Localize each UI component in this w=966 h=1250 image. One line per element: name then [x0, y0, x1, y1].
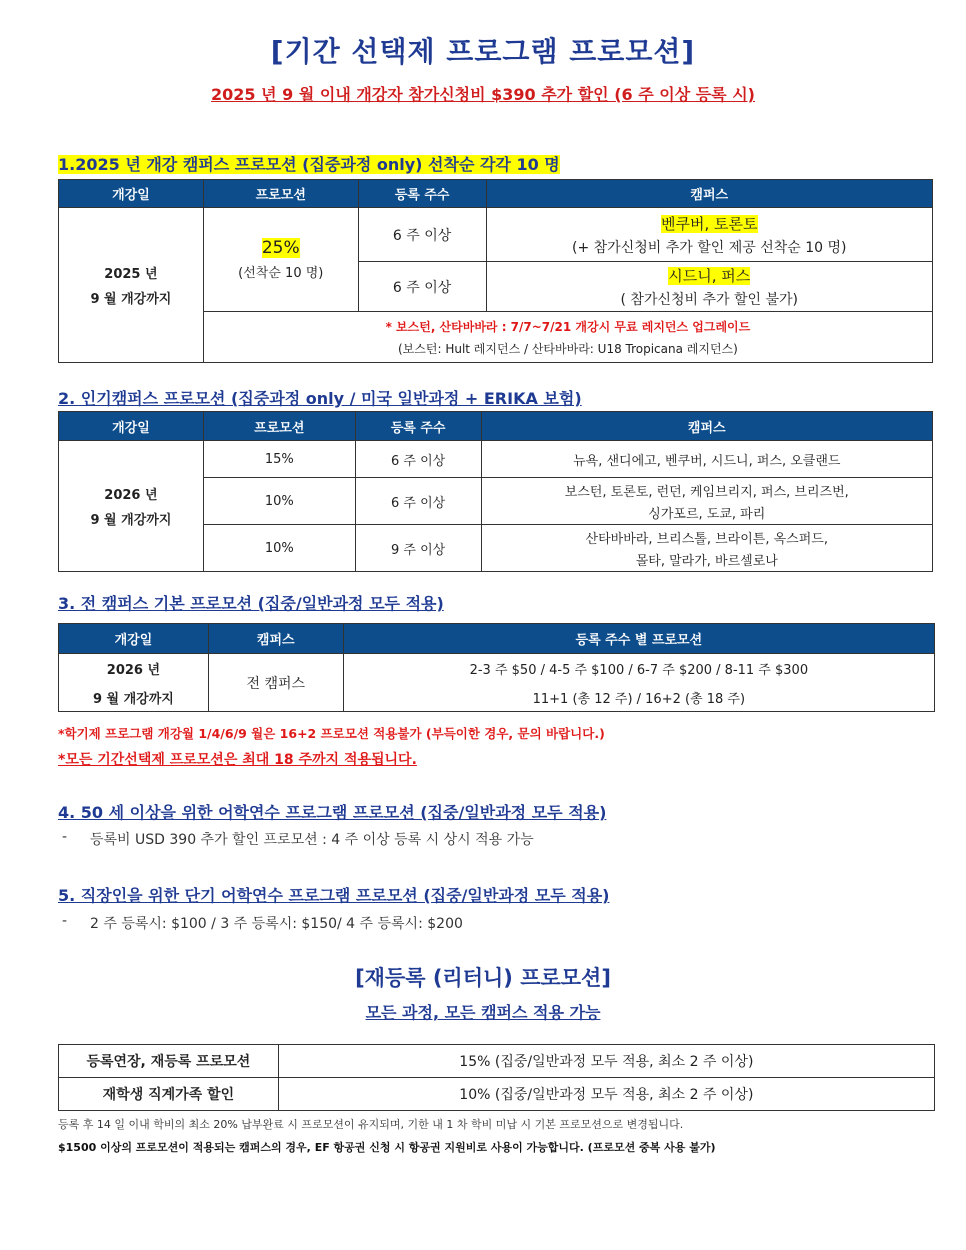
section1-table [58, 179, 933, 363]
section2-table [58, 411, 933, 572]
promo-cell: 10% [203, 525, 355, 572]
bullet-dash: - [62, 829, 68, 845]
promo-cell: 25% (선착순 10 명) [203, 208, 358, 312]
col-header: 개강일 [59, 412, 204, 441]
footnote-payment: 등록 후 14 일 이내 학비의 최소 20% 납부완료 시 프로모션이 유지되며, 기한 내 1 차 학비 미납 시 기본 프로모션으로 변경됩니다. [58, 1118, 684, 1131]
promo-cell: 10% [203, 478, 355, 525]
weeks-cell: 6 주 이상 [355, 478, 481, 525]
footnote-airfare: $1500 이상의 프로모션이 적용되는 캠퍼스의 경우, EF 항공권 신청 시 항공권 지원비로 사용이 가능합니다. (프로모션 중복 사용 불가) [58, 1141, 716, 1154]
col-header: 등록 주수 [355, 412, 481, 441]
section4-heading: 4. 50 세 이상을 위한 어학연수 프로그램 프로모션 (집중/일반과정 모두 적용) [58, 803, 607, 822]
returning-label: 등록연장, 재등록 프로모션 [59, 1045, 279, 1078]
campus-cell: 시드니, 퍼스 ( 참가신청비 추가 할인 불가) [486, 262, 932, 312]
bullet-dash: - [62, 913, 68, 929]
campus-cell: 벤쿠버, 토론토 (+ 참가신청비 추가 할인 제공 선착순 10 명) [486, 208, 932, 262]
start-date-cell: 2026 년 9 월 개강까지 [59, 654, 209, 712]
weeks-cell: 6 주 이상 [358, 262, 486, 312]
note-max-weeks: *모든 기간선택제 프로모션은 최대 18 주까지 적용됩니다. [58, 752, 417, 768]
section3-table [58, 623, 935, 712]
returning-value: 15% (집중/일반과정 모두 적용, 최소 2 주 이상) [278, 1045, 934, 1078]
weeks-cell: 9 주 이상 [355, 525, 481, 572]
col-header: 등록 주수 별 프로모션 [343, 624, 934, 654]
start-date-cell: 2025 년 9 월 개강까지 [59, 208, 204, 363]
col-header: 개강일 [59, 180, 204, 208]
weeks-cell: 6 주 이상 [355, 441, 481, 478]
col-header: 개강일 [59, 624, 209, 654]
promo-cell: 2-3 주 $50 / 4-5 주 $100 / 6-7 주 $200 / 8-11 주 $300 11+1 (총 12 주) / 16+2 (총 18 주) [343, 654, 934, 712]
returning-label: 재학생 직계가족 할인 [59, 1078, 279, 1111]
col-header: 프로모션 [203, 412, 355, 441]
start-date-cell: 2026 년 9 월 개강까지 [59, 441, 204, 572]
campus-cell: 전 캠퍼스 [208, 654, 343, 712]
campus-cell: 산타바바라, 브리스톨, 브라이튼, 옥스퍼드, 몰타, 말라가, 바르셀로나 [481, 525, 932, 572]
section5-bullet: 2 주 등록시: $100 / 3 주 등록시: $150/ 4 주 등록시: $200 [90, 916, 463, 932]
weeks-cell: 6 주 이상 [358, 208, 486, 262]
col-header: 캠퍼스 [208, 624, 343, 654]
page-subtitle: 2025 년 9 월 이내 개강자 참가신청비 $390 추가 할인 (6 주 이상 등록 시) [211, 85, 755, 104]
col-header: 프로모션 [203, 180, 358, 208]
promo-cell: 15% [203, 441, 355, 478]
note-semester: *학기제 프로그램 개강월 1/4/6/9 월은 16+2 프로모션 적용불가 (부득이한 경우, 문의 바랍니다.) [58, 726, 605, 741]
col-header: 캠퍼스 [486, 180, 932, 208]
section4-bullet: 등록비 USD 390 추가 할인 프로모션 : 4 주 이상 등록 시 상시 적용 가능 [90, 832, 534, 848]
section5-heading: 5. 직장인을 위한 단기 어학연수 프로그램 프로모션 (집중/일반과정 모두 적용) [58, 886, 610, 905]
section3-heading: 3. 전 캠퍼스 기본 프로모션 (집중/일반과정 모두 적용) [58, 594, 444, 613]
col-header: 캠퍼스 [481, 412, 932, 441]
page-title: [기간 선택제 프로그램 프로모션] [270, 35, 696, 68]
section1-heading: 1.2025 년 개강 캠퍼스 프로모션 (집중과정 only) 선착순 각각 10 명 [58, 155, 560, 174]
col-header: 등록 주수 [358, 180, 486, 208]
returning-table [58, 1044, 935, 1111]
returning-title: [재등록 (리터니) 프로모션] [355, 966, 611, 990]
section2-heading: 2. 인기캠퍼스 프로모션 (집중과정 only / 미국 일반과정 + ERIKA 보험) [58, 389, 582, 408]
returning-subtitle: 모든 과정, 모든 캠퍼스 적용 가능 [365, 1003, 601, 1022]
extra-note-cell: * 보스턴, 산타바바라 : 7/7~7/21 개강시 무료 레지던스 업그레이드 (보스턴: Hult 레지던스 / 산타바바라: U18 Tropicana 레지던스) [203, 312, 932, 363]
returning-value: 10% (집중/일반과정 모두 적용, 최소 2 주 이상) [278, 1078, 934, 1111]
campus-cell: 보스턴, 토론토, 런던, 케임브리지, 퍼스, 브리즈번, 싱가포르, 도쿄, 파리 [481, 478, 932, 525]
campus-cell: 뉴욕, 샌디에고, 벤쿠버, 시드니, 퍼스, 오클랜드 [481, 441, 932, 478]
